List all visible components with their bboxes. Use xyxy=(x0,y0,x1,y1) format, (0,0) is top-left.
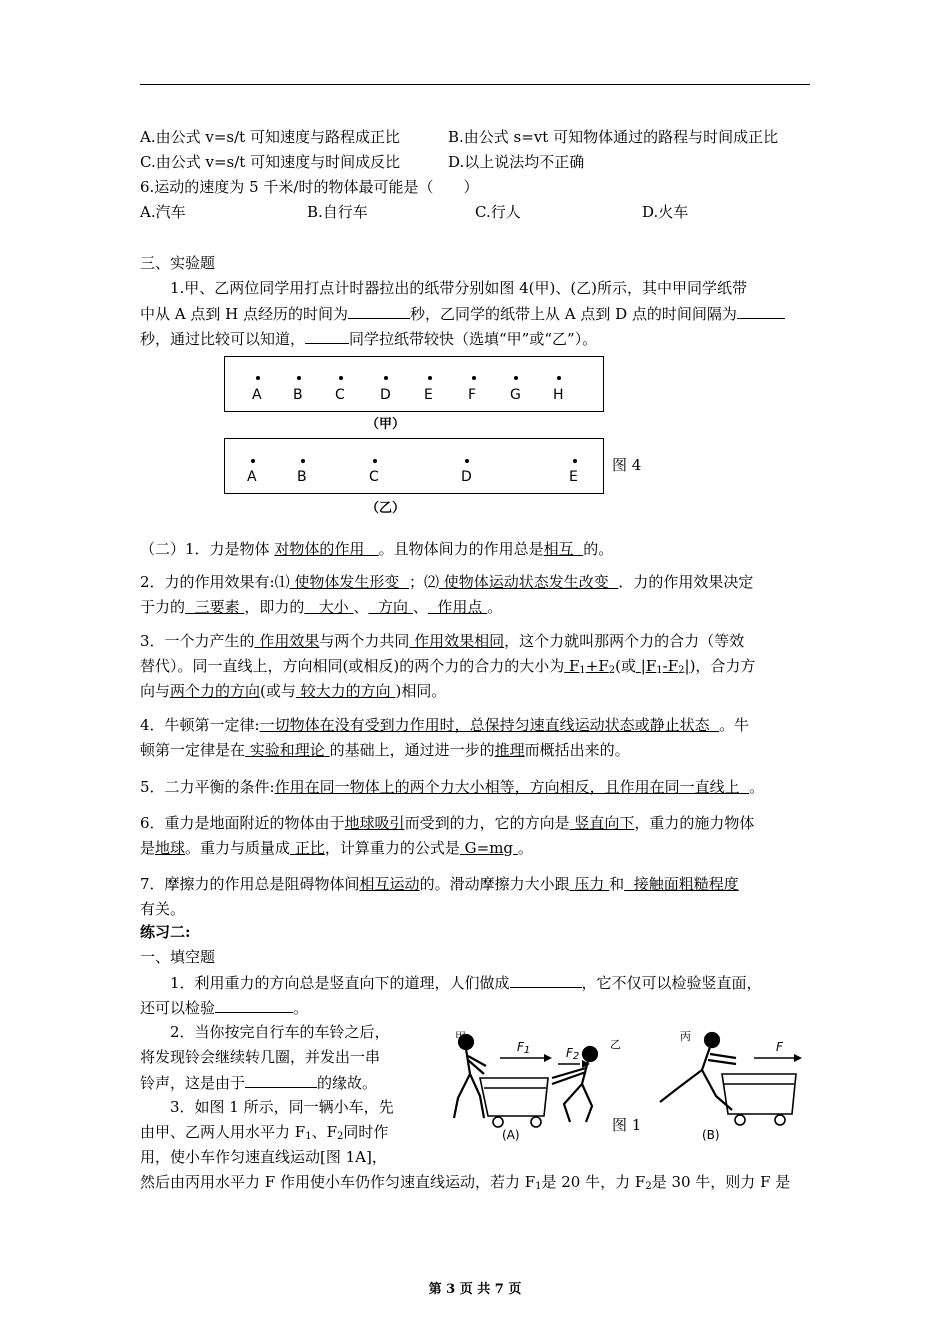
ex2-q3-d3: 是 20 牛，力 F xyxy=(541,1173,646,1191)
tape-jia-caption: （甲） xyxy=(366,417,406,432)
p7-answer-3: 接触面粗糙程度 xyxy=(633,875,739,893)
p2-f: 于力的 xyxy=(140,598,186,616)
p2-answer-1: 使物体发生形变 xyxy=(294,573,400,591)
blank-time-a-d[interactable] xyxy=(737,304,785,319)
p7-c: 的。滑动摩擦力大小跟 xyxy=(419,875,570,893)
p4-c: 。牛 xyxy=(719,716,750,734)
blank-inertia[interactable] xyxy=(245,1073,317,1088)
p2-n: 。 xyxy=(487,598,503,616)
q5-option-c: C.由公式 v=s/t 可知速度与时间成反比 xyxy=(140,153,401,171)
p1-c: 。且物体间力的作用总是 xyxy=(378,540,544,558)
tape-yi-label-d: D xyxy=(461,469,472,485)
ex2-q2-d: 的缘故。 xyxy=(317,1074,378,1092)
p4-answer-2: 实验和理论 xyxy=(249,741,325,759)
figure4-label: 图 4 xyxy=(612,456,642,474)
p3-j: )，合力方 xyxy=(689,657,756,675)
label-f2 xyxy=(566,1046,579,1060)
p3-answer-4: 较大力的方向 xyxy=(300,682,391,700)
p2-answer-2: 使物体运动状态发生改变 xyxy=(443,573,609,591)
p6-answer-3: 地球 xyxy=(155,839,186,857)
tape-jia-dot-c xyxy=(339,376,343,380)
tape-yi-dot-a xyxy=(251,459,255,463)
label-f1 xyxy=(517,1040,530,1054)
ex2-q1-a: 1．利用重力的方向总是竖直向下的道理，人们做成 xyxy=(170,974,510,992)
label-bing: 丙 xyxy=(680,1030,691,1043)
q5-option-a: A.由公式 v=s/t 可知速度与路程成正比 xyxy=(140,128,400,146)
p3-i2: 1 xyxy=(656,665,663,676)
p3-c: 与两个力共同 xyxy=(319,632,410,650)
p2-a: 2．力的作用效果有:⑴ xyxy=(140,573,290,591)
label-yi: 乙 xyxy=(610,1038,621,1051)
tape-jia-dot-b xyxy=(297,376,301,380)
p2-answer-4: 大小 xyxy=(318,598,349,616)
p4-answer-3: 推理 xyxy=(494,741,525,759)
header-rule xyxy=(140,84,810,85)
ex2-q3-b5: 同时作 xyxy=(343,1123,389,1141)
review-p2-l2 xyxy=(140,598,502,616)
p2-e: ．力的作用效果决定 xyxy=(618,573,754,591)
s3-line2-text-b: 秒，乙同学的纸带上从 A 点到 D 点的时间间隔为 xyxy=(410,305,737,323)
tape-yi xyxy=(224,438,604,494)
p6-answer-4: 正比 xyxy=(294,839,325,857)
q5-option-d: D.以上说法均不正确 xyxy=(448,153,585,171)
tape-jia-label-h: H xyxy=(553,387,564,403)
p6-j: ，计算重力的公式是 xyxy=(324,839,460,857)
cart-a xyxy=(480,1078,548,1127)
s3-line3-text-b: 同学拉纸带较快（选填“甲”或“乙”）。 xyxy=(349,330,598,348)
p3-i4: 2 xyxy=(678,665,685,676)
ex2-q3-l1: 3．如图 1 所示，同一辆小车，先 xyxy=(170,1098,394,1116)
q6-options xyxy=(140,203,810,221)
p3-g4: 2 xyxy=(608,665,616,676)
figure1-label: 图 1 xyxy=(612,1116,642,1134)
tape-jia-label-b: B xyxy=(293,387,303,403)
tape-jia-label-g: G xyxy=(510,387,521,403)
tape-jia-label-c: C xyxy=(335,387,345,403)
tape-jia-dot-e xyxy=(428,376,432,380)
tape-jia-dot-f xyxy=(472,376,476,380)
tape-yi-caption: （乙） xyxy=(366,501,406,516)
tape-jia-label-f: F xyxy=(468,387,477,403)
p4-h: 而概括出来的。 xyxy=(524,741,630,759)
tape-jia-dot-a xyxy=(256,376,260,380)
review-p3-l3 xyxy=(140,682,446,700)
label-f1-sub: 1 xyxy=(523,1045,531,1056)
ex2-q1-c: 还可以检验 xyxy=(140,999,216,1017)
tape-jia xyxy=(224,356,604,412)
cart-b xyxy=(722,1074,796,1125)
ex2-q1-d: 。 xyxy=(293,999,309,1017)
q6-option-a: A.汽车 xyxy=(140,203,186,221)
caption-a: (A) xyxy=(502,1128,520,1142)
review-p3-l1 xyxy=(140,632,744,650)
p5-a: 5．二力平衡的条件: xyxy=(140,778,275,796)
person-jia xyxy=(454,1035,486,1118)
p7-answer-2: 压力 xyxy=(574,875,605,893)
review-p1 xyxy=(140,540,613,558)
tape-jia-label-a: A xyxy=(252,387,262,403)
p6-answer-1: 地球吸引 xyxy=(344,814,405,832)
ex2-q3-d1: 然后由丙用水平力 F 作用使小车仍作匀速直线运动，若力 F xyxy=(140,1173,536,1191)
p6-a: 6．重力是地面附近的物体由于 xyxy=(140,814,345,832)
p3-answer-3: 两个力的方向 xyxy=(170,682,261,700)
p3-answer-1: 作用效果 xyxy=(259,632,320,650)
tape-jia-dot-d xyxy=(384,376,388,380)
tape-yi-label-b: B xyxy=(297,469,307,485)
p6-answer-2: 竖直向下 xyxy=(574,814,635,832)
p3-a: 3．一个力产生的 xyxy=(140,632,255,650)
s3-line2-text-a: 中从 A 点到 H 点经历的时间为 xyxy=(140,305,348,323)
p3-i1: |F xyxy=(640,657,657,675)
review-p2-l1 xyxy=(140,573,753,591)
p3-answer-2: 作用效果相同 xyxy=(414,632,505,650)
p2-answer-5: 方向 xyxy=(378,598,409,616)
q5-row-2 xyxy=(140,153,585,171)
p2-answer-3: 三要素 xyxy=(194,598,240,616)
p3-o: )相同。 xyxy=(395,682,447,700)
ex2-q3-d4: 2 xyxy=(645,1181,652,1192)
label-f2-sub: 2 xyxy=(572,1051,580,1062)
review-p4-l1 xyxy=(140,716,749,734)
ex2-q3-b2: 1 xyxy=(305,1131,312,1142)
tape-yi-dot-d xyxy=(465,459,469,463)
p3-e: ，这个力就叫那两个力的合力（等效 xyxy=(504,632,745,650)
tape-jia-dot-h xyxy=(557,376,561,380)
p5-c: 。 xyxy=(749,778,765,796)
p4-answer-1: 一切物体在没有受到力作用时，总保持匀速直线运动状态或静止状态 xyxy=(259,716,710,734)
p6-answer-5: G=mg xyxy=(464,839,514,857)
p7-a: 7．摩擦力的作用总是阻碍物体间 xyxy=(140,875,360,893)
q6-option-b: B.自行车 xyxy=(307,203,368,221)
tape-jia-label-d: D xyxy=(380,387,391,403)
p1-a: （二）1．力是物体 xyxy=(140,540,270,558)
label-jia: 甲 xyxy=(455,1030,466,1043)
p7-answer-1: 相互运动 xyxy=(359,875,420,893)
p6-e: ，重力的施力物体 xyxy=(634,814,755,832)
p1-answer-2: 相互 xyxy=(543,540,574,558)
ex2-q3-l2 xyxy=(140,1123,388,1141)
p2-h: ，即力的 xyxy=(244,598,305,616)
p3-g1: F xyxy=(569,657,580,675)
ex2-q2-l3 xyxy=(140,1073,377,1092)
blank-horizontal[interactable] xyxy=(215,998,293,1013)
ex2-q3-l4 xyxy=(140,1173,790,1191)
p3-g3: +F xyxy=(585,657,609,675)
p3-h: (或 xyxy=(615,657,637,675)
f1-arrowhead-icon xyxy=(544,1054,552,1062)
blank-plumb-line[interactable] xyxy=(510,973,582,988)
s3-line3 xyxy=(140,329,597,348)
ex2-q3-b3: 、F xyxy=(311,1123,337,1141)
p2-answer-6: 作用点 xyxy=(437,598,483,616)
p6-f: 是 xyxy=(140,839,156,857)
ex2-q3-l3: 用，使小车作匀速直线运动[图 1A]， xyxy=(140,1148,387,1166)
ex2-q2-l1: 2．当你按完自行车的车铃之后， xyxy=(170,1023,390,1041)
label-f2-letter: F xyxy=(566,1046,573,1060)
exercise2-section: 一、填空题 xyxy=(140,948,216,966)
page-footer: 第 3 页 共 7 页 xyxy=(428,1282,522,1297)
tape-yi-dot-e xyxy=(573,459,577,463)
section3-title: 三、实验题 xyxy=(140,254,216,272)
review-p4-l2 xyxy=(140,741,630,759)
person-bing xyxy=(660,1033,736,1110)
q6-option-d: D.火车 xyxy=(642,203,689,221)
q6-stem: 6.运动的速度为 5 千米/时的物体最可能是（ ） xyxy=(140,178,479,196)
p2-c: ；⑵ xyxy=(408,573,439,591)
s3-line1: 1.甲、乙两位同学用打点计时器拉出的纸带分别如图 4(甲)、(乙)所示，其中甲同学纸带 xyxy=(170,279,748,297)
q6-option-c: C.行人 xyxy=(475,203,521,221)
p4-f: 的基础上，通过进一步的 xyxy=(329,741,495,759)
q5-row-1 xyxy=(140,128,779,146)
p4-a: 4．牛顿第一定律: xyxy=(140,716,260,734)
ex2-q3-b1: 由甲、乙两人用水平力 F xyxy=(140,1123,306,1141)
ex2-q3-b4: 2 xyxy=(336,1131,344,1142)
caption-b: (B) xyxy=(702,1128,720,1142)
p3-i3: -F xyxy=(662,657,679,675)
label-f1-letter: F xyxy=(517,1040,524,1054)
tape-yi-label-c: C xyxy=(369,469,379,485)
review-p7-l2: 有关。 xyxy=(140,900,186,918)
review-p6-l2 xyxy=(140,839,533,857)
review-p3-l2 xyxy=(140,657,755,675)
p5-answer: 作用在同一物体上的两个力大小相等，方向相反，且作用在同一直线上 xyxy=(274,778,740,796)
p6-l: 。 xyxy=(517,839,533,857)
s3-line3-text-a: 秒，通过比较可以知道， xyxy=(140,330,306,348)
label-f: F xyxy=(776,1040,783,1054)
p3-k: 向与 xyxy=(140,682,171,700)
p3-i5: | xyxy=(684,657,690,675)
ex2-q2-c: 铃声，这是由于 xyxy=(140,1074,246,1092)
blank-faster-student[interactable] xyxy=(305,329,349,344)
tape-jia-dot-g xyxy=(514,376,518,380)
p4-d: 顿第一定律是在 xyxy=(140,741,246,759)
tape-yi-label-e: E xyxy=(569,469,578,485)
tape-yi-label-a: A xyxy=(247,469,257,485)
tape-yi-dot-c xyxy=(373,459,377,463)
s3-line2 xyxy=(140,304,785,323)
ex2-q2-l2: 将发现铃会继续转几圈，并发出一串 xyxy=(140,1048,381,1066)
ex2-q3-d2: 1 xyxy=(535,1181,542,1192)
q5-option-b: B.由公式 s=vt 可知物体通过的路程与时间成正比 xyxy=(448,128,779,146)
p7-e: 和 xyxy=(609,875,625,893)
tape-yi-dot-b xyxy=(301,459,305,463)
exercise2-title: 练习二: xyxy=(140,923,191,941)
p1-answer-1: 对物体的作用 xyxy=(274,540,365,558)
p3-f: 替代）。同一直线上，方向相同(或相反)的两个力的合力的大小为 xyxy=(140,657,565,675)
blank-time-a-h[interactable] xyxy=(348,304,410,319)
ex2-q3-d5: 是 30 牛，则力 F 是 xyxy=(651,1173,791,1191)
review-p6-l1 xyxy=(140,814,754,832)
p1-e: 的。 xyxy=(583,540,614,558)
p3-g2: 1 xyxy=(579,665,586,676)
review-p7-l1 xyxy=(140,875,739,893)
p6-h: 。重力与质量成 xyxy=(185,839,291,857)
tape-jia-label-e: E xyxy=(424,387,433,403)
p3-m: (或与 xyxy=(260,682,296,700)
p2-l: 、 xyxy=(412,598,428,616)
ex2-q1-l1 xyxy=(170,973,762,992)
ex2-q1-l2 xyxy=(140,998,308,1017)
p2-j: 、 xyxy=(353,598,369,616)
f-arrowhead-icon xyxy=(794,1054,802,1062)
review-p5 xyxy=(140,778,764,796)
ex2-q1-b: ，它不仅可以检验竖直面， xyxy=(581,974,762,992)
p6-c: 而受到的力，它的方向是 xyxy=(404,814,570,832)
